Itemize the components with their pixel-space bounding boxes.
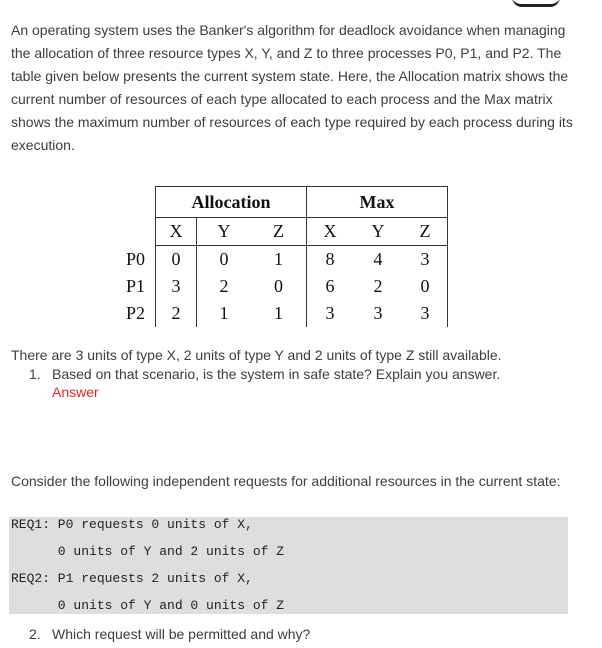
- request-line: REQ2: P1 requests 2 units of X,: [11, 571, 253, 586]
- question-2-text: Which request will be permitted and why?: [52, 626, 311, 642]
- alloc-col-y: Y: [197, 218, 252, 246]
- table-row: [101, 300, 448, 327]
- alloc-y-cell: 0: [219, 249, 229, 269]
- request-line: REQ1: P0 requests 0 units of X,: [11, 517, 253, 532]
- process-label: P1: [125, 276, 145, 296]
- question-1-number: 1.: [29, 366, 41, 382]
- alloc-z-cell: 1: [251, 300, 307, 327]
- available-resources-text: There are 3 units of type X, 2 units of type Y and 2 units of type Z still available.: [11, 347, 502, 363]
- alloc-x-cell: 0: [156, 246, 197, 274]
- max-y-cell: 4: [373, 249, 383, 269]
- max-x-cell: 6: [325, 276, 335, 296]
- question-1: [29, 366, 500, 382]
- table-row: [101, 273, 448, 300]
- top-bracket-mark: [512, 0, 560, 7]
- request-line: 0 units of Y and 2 units of Z: [11, 544, 285, 559]
- request-line: 0 units of Y and 0 units of Z: [11, 598, 285, 613]
- max-y-cell: 3: [373, 303, 383, 323]
- max-z-cell: 3: [403, 246, 448, 274]
- alloc-col-x: X: [156, 218, 197, 246]
- intro-paragraph: An operating system uses the Banker's algorithm for deadlock avoidance when managing the allocation of three resource types X, Y, and Z to three processes P0, P1, and P2. The table given below presents the current system state. Here, the Allocation matrix shows the current number of resources of each type allocated to each process and the Max matrix shows the maximum number of resources of each type required by each process during its execution.: [11, 22, 573, 153]
- alloc-z-cell: 0: [251, 273, 307, 300]
- alloc-col-z: Z: [251, 218, 307, 246]
- alloc-z-cell: 1: [251, 246, 307, 274]
- table-row: [101, 246, 448, 274]
- max-header: Max: [307, 187, 448, 218]
- allocation-header: Allocation: [156, 187, 307, 218]
- question-2: [29, 626, 310, 642]
- alloc-x-cell: 3: [156, 273, 197, 300]
- alloc-y-cell: 2: [219, 276, 229, 296]
- question-1-text: Based on that scenario, is the system in safe state? Explain you answer.: [52, 366, 501, 382]
- question-2-number: 2.: [29, 626, 41, 642]
- max-col-z: Z: [403, 218, 448, 246]
- max-x-cell: 8: [325, 249, 335, 269]
- requests-code-block: [9, 517, 568, 614]
- max-z-cell: 0: [403, 273, 448, 300]
- process-label: P0: [125, 248, 145, 269]
- alloc-y-cell: 1: [219, 303, 229, 323]
- alloc-x-cell: 2: [156, 300, 197, 327]
- process-label: P2: [125, 303, 145, 323]
- max-z-cell: 3: [403, 300, 448, 327]
- max-y-cell: 2: [373, 276, 383, 296]
- max-x-cell: 3: [325, 303, 335, 323]
- max-col-x: X: [307, 218, 354, 246]
- banker-table: [101, 186, 448, 327]
- consider-paragraph: Consider the following independent requests for additional resources in the current state:: [11, 473, 561, 489]
- answer-link[interactable]: Answer: [52, 384, 99, 400]
- max-col-y: Y: [353, 218, 403, 246]
